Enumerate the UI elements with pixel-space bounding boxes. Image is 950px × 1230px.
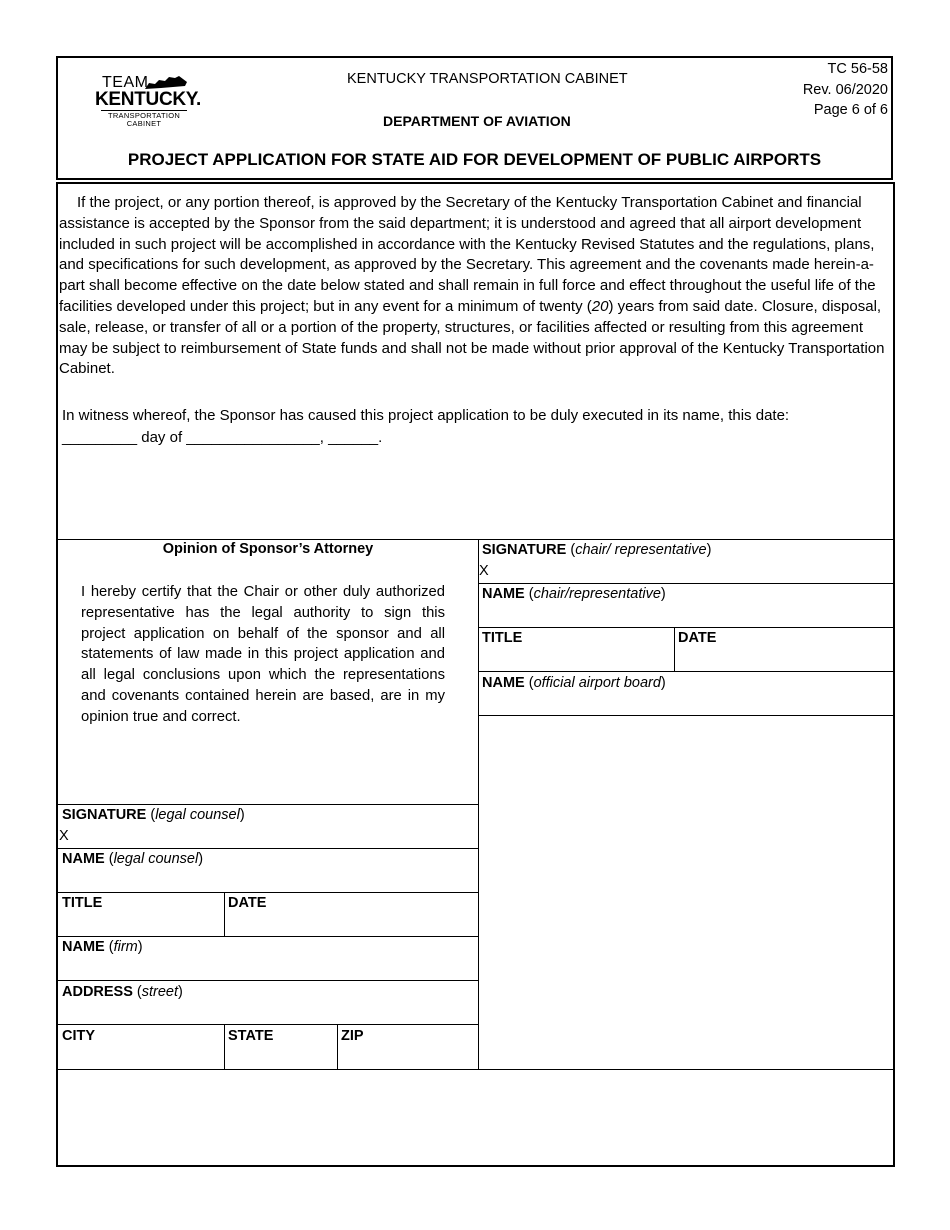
legal-counsel-signature-field[interactable]: SIGNATURE (legal counsel) (62, 807, 245, 823)
section-divider (58, 539, 893, 540)
left-row-line (58, 980, 478, 981)
field-label: SIGNATURE (62, 807, 147, 823)
field-note: legal counsel (155, 807, 240, 823)
field-note: official airport board (533, 675, 661, 691)
right-title-date-divider (674, 627, 675, 671)
agreement-text-part1: If the project, or any portion thereof, is approved by the Secretary of the Kentucky Transportation Cabinet and financial assistance is accepted by the Sponsor from the said department; it is understood and agreed that all airport development included in such project will be accomplished in accordance with the Kentucky Revised Statutes and the regulations, plans, and specifications for such development, as approved by the Secretary. This agreement and the covenants made herein-a-part shall become effective on the date below stated and shall remain in full force and effect throughout the useful life of the facilities developed under this project; but in any event for a minimum of twenty ( (59, 194, 876, 315)
signature-x-mark: X (59, 828, 69, 844)
field-note: chair/representative (533, 586, 661, 602)
field-label: TITLE (62, 895, 103, 911)
left-row-line (58, 1024, 478, 1025)
page-number: Page 6 of 6 (813, 102, 888, 118)
department-name: DEPARTMENT OF AVIATION (383, 113, 571, 129)
left-title-date-divider (224, 892, 225, 936)
logo-sub-line2: CABINET (126, 119, 162, 128)
field-label: ADDRESS (62, 984, 133, 1000)
bottom-divider (58, 1069, 893, 1070)
field-note: chair/ representative (575, 542, 707, 558)
legal-counsel-date-field[interactable] (228, 894, 266, 912)
chair-name-field[interactable]: NAME (chair/representative) (482, 586, 666, 602)
chair-signature-field[interactable]: SIGNATURE (chair/ representative) (482, 542, 712, 558)
legal-counsel-name-field[interactable]: NAME (legal counsel) (62, 851, 204, 867)
field-label: NAME (62, 851, 105, 867)
form-number: TC 56-58 (827, 61, 888, 77)
field-label: NAME (482, 586, 525, 602)
logo-subtitle (103, 112, 185, 128)
logo-kentucky-text: KENTUCKY. (95, 89, 202, 110)
left-row-line (58, 848, 478, 849)
logo-sub-line1: TRANSPORTATION (107, 111, 181, 120)
right-row-line (478, 627, 893, 628)
field-label: NAME (62, 939, 105, 955)
column-divider (478, 539, 479, 1069)
agreement-years-number: 20 (591, 297, 609, 315)
zip-field[interactable] (341, 1027, 364, 1045)
attorney-heading: Opinion of Sponsor’s Attorney (162, 541, 374, 557)
logo-team-text: TEAM (102, 74, 149, 91)
field-note: firm (113, 939, 138, 955)
agency-name: KENTUCKY TRANSPORTATION CABINET (347, 71, 628, 87)
chair-date-field[interactable] (678, 629, 716, 647)
agreement-paragraph (59, 193, 887, 380)
signature-x-mark: X (479, 563, 489, 579)
firm-name-field[interactable]: NAME (firm) (62, 939, 143, 955)
field-note: street (141, 984, 179, 1000)
left-city-state-divider (224, 1024, 225, 1069)
left-row-line (58, 936, 478, 937)
field-label: SIGNATURE (482, 542, 567, 558)
field-label: NAME (482, 675, 525, 691)
witness-statement: In witness whereof, the Sponsor has caused this project application to be duly executed in its name, this date: (62, 407, 790, 424)
revision-date: Rev. 06/2020 (802, 82, 888, 98)
street-address-field[interactable]: ADDRESS (street) (62, 984, 183, 1000)
witness-date-line[interactable]: _________ day of ________________, ______. (62, 429, 383, 446)
left-row-line (58, 892, 478, 893)
field-note: legal counsel (113, 851, 199, 867)
field-label: STATE (228, 1028, 274, 1044)
field-label: DATE (678, 630, 717, 646)
airport-board-name-field[interactable]: NAME (official airport board) (482, 675, 666, 691)
field-label: ZIP (341, 1028, 364, 1044)
agreement-text-part2: ) years from said date. Closure, disposal, sale, release, or transfer of all or a portion of the property, structures, or facilities affected or resulting from this agreement may be subject to reimbursement of State funds and shall not be made without prior approval of the Kentucky Transportation Cabinet. (59, 297, 885, 378)
chair-title-field[interactable] (482, 629, 522, 647)
attorney-certification-text: I hereby certify that the Chair or other duly authorized representative has the legal authority to sign this project application on behalf of the sponsor and all statements of law made in this project application and all legal conclusions upon which the representations and covenants contained herein are based, are in my opinion true and correct. (81, 584, 445, 725)
field-label: DATE (228, 895, 267, 911)
city-field[interactable] (62, 1027, 95, 1045)
form-title: PROJECT APPLICATION FOR STATE AID FOR DEVELOPMENT OF PUBLIC AIRPORTS (127, 150, 822, 169)
field-label: TITLE (482, 630, 523, 646)
right-row-line (478, 671, 893, 672)
right-row-line (478, 583, 893, 584)
left-row-line (58, 804, 478, 805)
legal-counsel-title-field[interactable] (62, 894, 102, 912)
right-row-line (478, 715, 893, 716)
field-label: CITY (62, 1028, 96, 1044)
state-field[interactable] (228, 1027, 273, 1045)
left-state-zip-divider (337, 1024, 338, 1069)
